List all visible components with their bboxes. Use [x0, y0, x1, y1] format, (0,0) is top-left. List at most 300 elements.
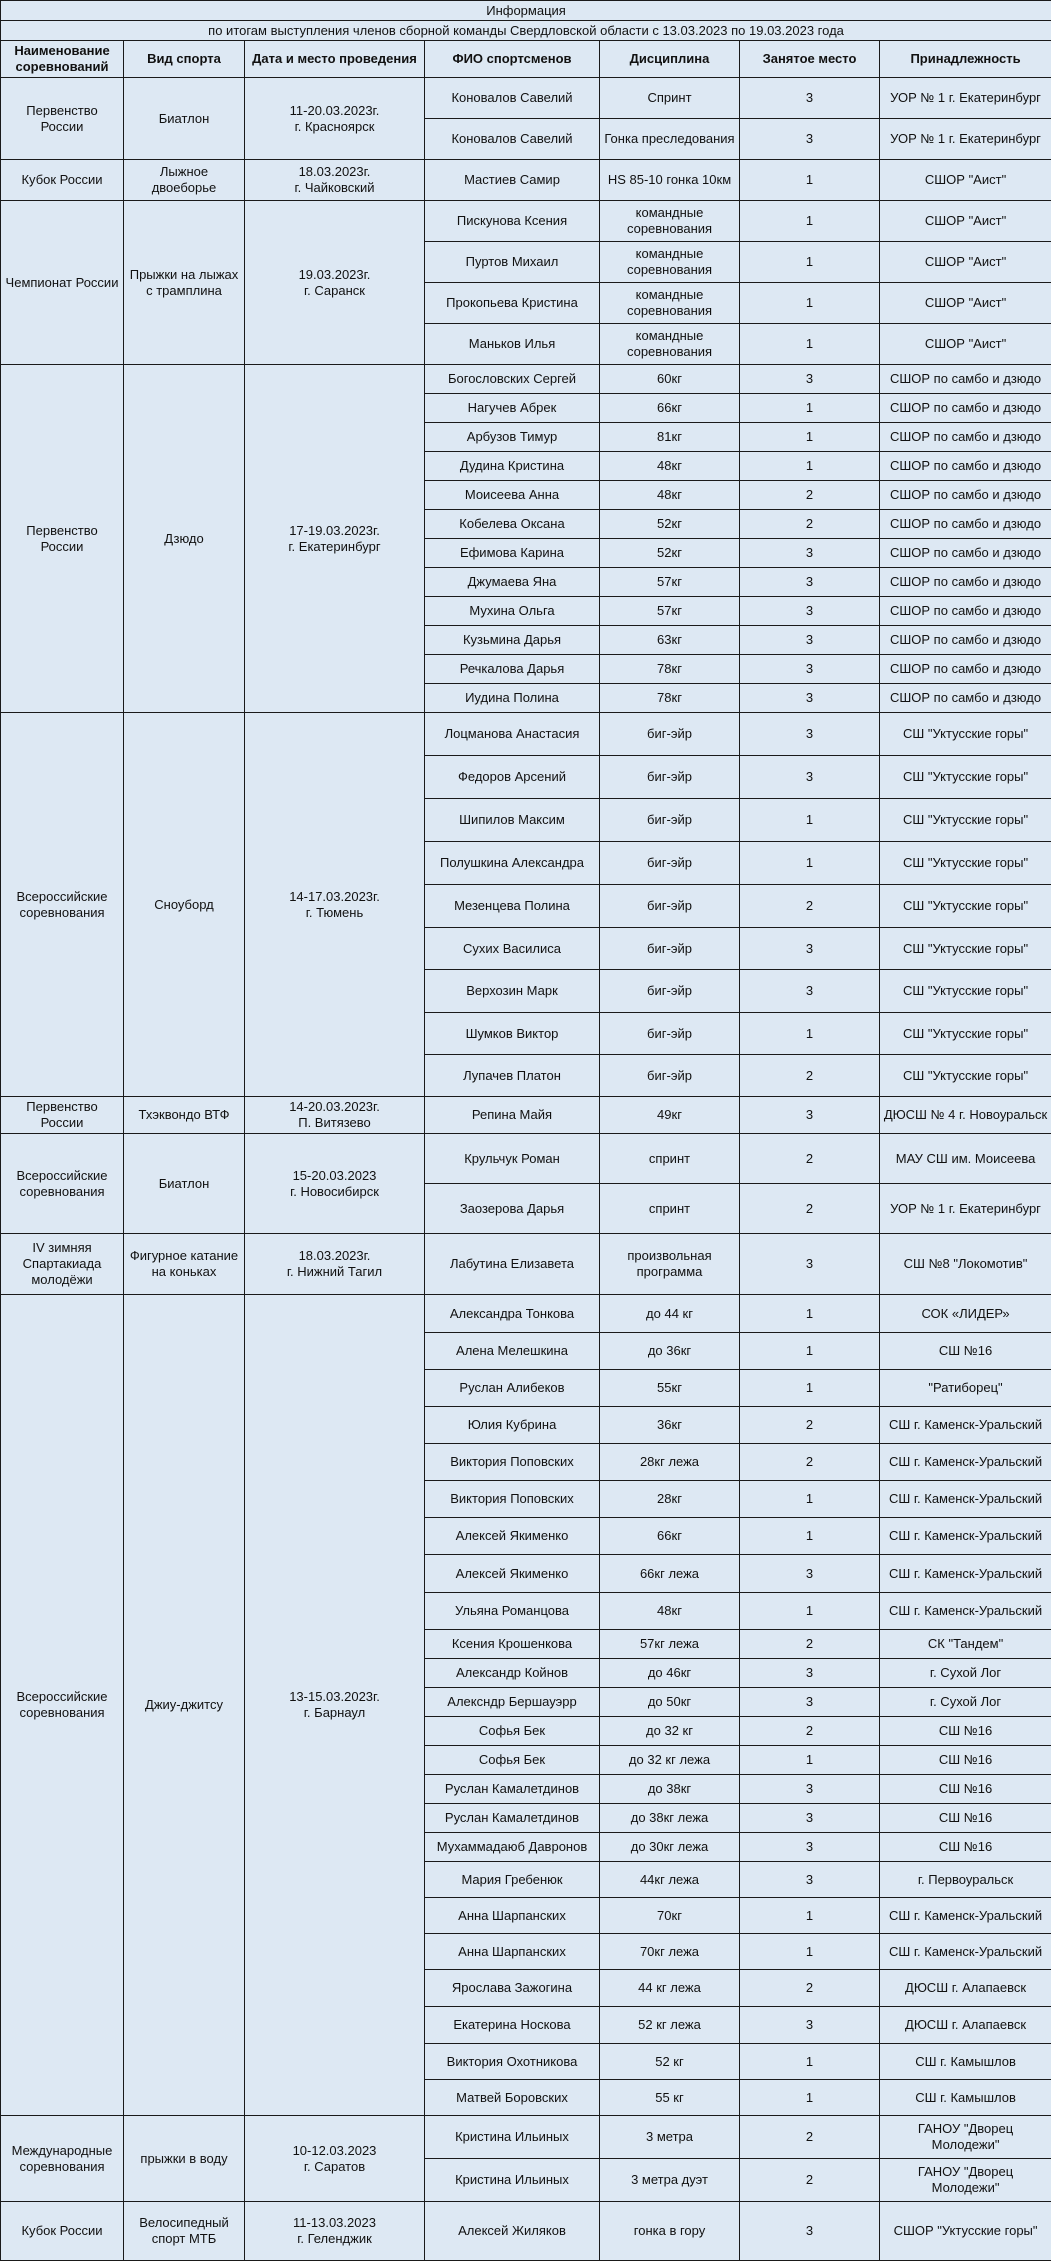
athlete-name-cell: Екатерина Носкова: [425, 2007, 600, 2044]
sport-cell: Дзюдо: [124, 365, 245, 713]
table-row: [1, 160, 1051, 201]
athlete-name-cell: Анна Шарпанских: [425, 1934, 600, 1970]
sport-cell: Велосипедный спорт МТБ: [124, 2202, 245, 2261]
affiliation-cell: СШОР по самбо и дзюдо: [880, 481, 1051, 510]
place-cell: 3: [740, 597, 880, 626]
athlete-name-cell: Софья Бек: [425, 1746, 600, 1775]
table-row: [1, 201, 1051, 242]
place-cell: 2: [740, 1407, 880, 1444]
discipline-cell: до 38кг: [600, 1775, 740, 1804]
discipline-cell: 52кг: [600, 539, 740, 568]
discipline-cell: 3 метра: [600, 2116, 740, 2159]
table-row: [1, 2202, 1051, 2261]
affiliation-cell: г. Сухой Лог: [880, 1688, 1051, 1717]
discipline-cell: до 32 кг: [600, 1717, 740, 1746]
affiliation-cell: СШОР по самбо и дзюдо: [880, 597, 1051, 626]
place-cell: 1: [740, 394, 880, 423]
discipline-cell: до 36кг: [600, 1333, 740, 1370]
competition-cell: IV зимняя Спартакиада молодёжи: [1, 1234, 124, 1295]
place-cell: 2: [740, 1134, 880, 1184]
place-cell: 3: [740, 1234, 880, 1295]
athlete-name-cell: Верхозин Марк: [425, 970, 600, 1013]
sport-cell: Фигурное катание на коньках: [124, 1234, 245, 1295]
sport-cell: Биатлон: [124, 1134, 245, 1234]
place-cell: 1: [740, 1295, 880, 1333]
place-cell: 1: [740, 1898, 880, 1934]
affiliation-cell: УОР № 1 г. Екатеринбург: [880, 119, 1051, 160]
place-cell: 2: [740, 1717, 880, 1746]
date-place-cell: [245, 1234, 425, 1295]
place-cell: 3: [740, 119, 880, 160]
athlete-name-cell: Ульяна Романцова: [425, 1593, 600, 1630]
athlete-name-cell: Виктория Поповских: [425, 1481, 600, 1518]
discipline-cell: 48кг: [600, 481, 740, 510]
event-date: 14-17.03.2023г.: [248, 889, 421, 905]
athlete-name-cell: Руслан Камалетдинов: [425, 1804, 600, 1833]
discipline-cell: командные соревнования: [600, 201, 740, 242]
discipline-cell: 28кг лежа: [600, 1444, 740, 1481]
place-cell: 3: [740, 1804, 880, 1833]
event-date: 19.03.2023г.: [248, 267, 421, 283]
event-city: г. Геленджик: [248, 2231, 421, 2247]
discipline-cell: биг-эйр: [600, 799, 740, 842]
athlete-name-cell: Прокопьева Кристина: [425, 283, 600, 324]
sport-cell: Лыжное двоеборье: [124, 160, 245, 201]
place-cell: 1: [740, 1370, 880, 1407]
athlete-name-cell: Пуртов Михаил: [425, 242, 600, 283]
event-city: г. Чайковский: [248, 180, 421, 196]
place-cell: 2: [740, 1055, 880, 1097]
place-cell: 2: [740, 1630, 880, 1659]
place-cell: 2: [740, 2159, 880, 2202]
place-cell: 3: [740, 568, 880, 597]
event-city: г. Барнаул: [248, 1705, 421, 1721]
event-date: 18.03.2023г.: [248, 164, 421, 180]
place-cell: 1: [740, 1013, 880, 1055]
event-date: 11-20.03.2023г.: [248, 103, 421, 119]
affiliation-cell: СШОР "Аист": [880, 160, 1051, 201]
athlete-name-cell: Анна Шарпанских: [425, 1898, 600, 1934]
affiliation-cell: СШ г. Каменск-Уральский: [880, 1407, 1051, 1444]
place-cell: 3: [740, 655, 880, 684]
athlete-name-cell: Речкалова Дарья: [425, 655, 600, 684]
header-row: [1, 41, 1051, 78]
place-cell: 1: [740, 2044, 880, 2080]
place-cell: 1: [740, 324, 880, 365]
place-cell: 2: [740, 510, 880, 539]
affiliation-cell: СШ г. Каменск-Уральский: [880, 1555, 1051, 1593]
athlete-name-cell: Полушкина Александра: [425, 842, 600, 885]
document-subtitle: по итогам выступления членов сборной команды Свердловской области с 13.03.2023 по 19.03.2023 года: [1, 21, 1051, 41]
discipline-cell: 52кг: [600, 510, 740, 539]
date-place-cell: [245, 160, 425, 201]
athlete-name-cell: Репина Майя: [425, 1097, 600, 1134]
discipline-cell: 66кг: [600, 1518, 740, 1555]
affiliation-cell: СШ г. Камышлов: [880, 2080, 1051, 2116]
affiliation-cell: СШОР по самбо и дзюдо: [880, 684, 1051, 713]
place-cell: 3: [740, 970, 880, 1013]
date-place-cell: [245, 2202, 425, 2261]
affiliation-cell: СШ г. Каменск-Уральский: [880, 1444, 1051, 1481]
affiliation-cell: СШОР по самбо и дзюдо: [880, 568, 1051, 597]
table-row: [1, 1134, 1051, 1184]
discipline-cell: биг-эйр: [600, 756, 740, 799]
event-date: 11-13.03.2023: [248, 2215, 421, 2231]
athlete-name-cell: Кузьмина Дарья: [425, 626, 600, 655]
event-city: г. Екатеринбург: [248, 539, 421, 555]
affiliation-cell: СШ №16: [880, 1333, 1051, 1370]
sport-cell: Джиу-джитсу: [124, 1295, 245, 2116]
discipline-cell: биг-эйр: [600, 928, 740, 970]
place-cell: 3: [740, 78, 880, 119]
athlete-name-cell: Александр Койнов: [425, 1659, 600, 1688]
discipline-cell: 78кг: [600, 655, 740, 684]
date-place-cell: [245, 1097, 425, 1134]
discipline-cell: 28кг: [600, 1481, 740, 1518]
affiliation-cell: СШ г. Камышлов: [880, 2044, 1051, 2080]
athlete-name-cell: Богословских Сергей: [425, 365, 600, 394]
affiliation-cell: ДЮСШ № 4 г. Новоуральск: [880, 1097, 1051, 1134]
discipline-cell: спринт: [600, 1184, 740, 1234]
athlete-name-cell: Джумаева Яна: [425, 568, 600, 597]
header-place: Занятое место: [740, 41, 880, 78]
athlete-name-cell: Ксения Крошенкова: [425, 1630, 600, 1659]
place-cell: 2: [740, 885, 880, 928]
discipline-cell: 63кг: [600, 626, 740, 655]
place-cell: 3: [740, 1659, 880, 1688]
place-cell: 1: [740, 1518, 880, 1555]
date-place-cell: [245, 78, 425, 160]
place-cell: 3: [740, 1862, 880, 1898]
discipline-cell: гонка в гору: [600, 2202, 740, 2261]
competition-cell: Международные соревнования: [1, 2116, 124, 2202]
athlete-name-cell: Мезенцева Полина: [425, 885, 600, 928]
athlete-name-cell: Юлия Кубрина: [425, 1407, 600, 1444]
event-city: г. Тюмень: [248, 905, 421, 921]
affiliation-cell: СШ №16: [880, 1833, 1051, 1862]
place-cell: 3: [740, 928, 880, 970]
affiliation-cell: г. Первоуральск: [880, 1862, 1051, 1898]
discipline-cell: до 32 кг лежа: [600, 1746, 740, 1775]
discipline-cell: 57кг лежа: [600, 1630, 740, 1659]
discipline-cell: биг-эйр: [600, 713, 740, 756]
place-cell: 3: [740, 713, 880, 756]
affiliation-cell: ДЮСШ г. Алапаевск: [880, 2007, 1051, 2044]
discipline-cell: 57кг: [600, 568, 740, 597]
discipline-cell: биг-эйр: [600, 1013, 740, 1055]
discipline-cell: биг-эйр: [600, 842, 740, 885]
competition-cell: Кубок России: [1, 2202, 124, 2261]
place-cell: 1: [740, 452, 880, 481]
athlete-name-cell: Коновалов Савелий: [425, 119, 600, 160]
place-cell: 1: [740, 842, 880, 885]
affiliation-cell: УОР № 1 г. Екатеринбург: [880, 1184, 1051, 1234]
affiliation-cell: СШ "Уктусские горы": [880, 713, 1051, 756]
affiliation-cell: СОК «ЛИДЕР»: [880, 1295, 1051, 1333]
affiliation-cell: СШ г. Каменск-Уральский: [880, 1593, 1051, 1630]
place-cell: 1: [740, 201, 880, 242]
place-cell: 3: [740, 1555, 880, 1593]
athlete-name-cell: Мухаммадаюб Давронов: [425, 1833, 600, 1862]
place-cell: 3: [740, 2007, 880, 2044]
affiliation-cell: СШ "Уктусские горы": [880, 842, 1051, 885]
place-cell: 1: [740, 1593, 880, 1630]
affiliation-cell: СШ №8 "Локомотив": [880, 1234, 1051, 1295]
affiliation-cell: ГАНОУ "Дворец Молодежи": [880, 2116, 1051, 2159]
event-date: 13-15.03.2023г.: [248, 1689, 421, 1705]
athlete-name-cell: Пискунова Ксения: [425, 201, 600, 242]
competition-cell: Чемпионат России: [1, 201, 124, 365]
date-place-cell: [245, 2116, 425, 2202]
athlete-name-cell: Ефимова Карина: [425, 539, 600, 568]
discipline-cell: 78кг: [600, 684, 740, 713]
discipline-cell: 52 кг: [600, 2044, 740, 2080]
competition-cell: Всероссийские соревнования: [1, 1295, 124, 2116]
event-city: П. Витязево: [248, 1115, 421, 1131]
athlete-name-cell: Шумков Виктор: [425, 1013, 600, 1055]
discipline-cell: Спринт: [600, 78, 740, 119]
discipline-cell: 48кг: [600, 452, 740, 481]
event-date: 17-19.03.2023г.: [248, 523, 421, 539]
affiliation-cell: СШОР по самбо и дзюдо: [880, 394, 1051, 423]
affiliation-cell: СШОР "Аист": [880, 242, 1051, 283]
athlete-name-cell: Матвей Боровских: [425, 2080, 600, 2116]
table-row: [1, 2116, 1051, 2159]
affiliation-cell: СШОР по самбо и дзюдо: [880, 423, 1051, 452]
place-cell: 3: [740, 1688, 880, 1717]
athlete-name-cell: Алена Мелешкина: [425, 1333, 600, 1370]
affiliation-cell: СШОР "Аист": [880, 324, 1051, 365]
athlete-name-cell: Крульчук Роман: [425, 1134, 600, 1184]
competition-cell: Первенство России: [1, 78, 124, 160]
athlete-name-cell: Арбузов Тимур: [425, 423, 600, 452]
discipline-cell: 60кг: [600, 365, 740, 394]
sport-cell: прыжки в воду: [124, 2116, 245, 2202]
affiliation-cell: СШОР "Уктусские горы": [880, 2202, 1051, 2261]
place-cell: 1: [740, 1333, 880, 1370]
affiliation-cell: ГАНОУ "Дворец Молодежи": [880, 2159, 1051, 2202]
date-place-cell: [245, 201, 425, 365]
competition-cell: Первенство России: [1, 1097, 124, 1134]
athlete-name-cell: Сухих Василиса: [425, 928, 600, 970]
discipline-cell: до 30кг лежа: [600, 1833, 740, 1862]
affiliation-cell: СШ №16: [880, 1746, 1051, 1775]
event-city: г. Саратов: [248, 2159, 421, 2175]
athlete-name-cell: Иудина Полина: [425, 684, 600, 713]
discipline-cell: до 50кг: [600, 1688, 740, 1717]
discipline-cell: HS 85-10 гонка 10км: [600, 160, 740, 201]
competition-cell: Всероссийские соревнования: [1, 713, 124, 1097]
athlete-name-cell: Заозерова Дарья: [425, 1184, 600, 1234]
place-cell: 2: [740, 1184, 880, 1234]
discipline-cell: 36кг: [600, 1407, 740, 1444]
table-row: [1, 1234, 1051, 1295]
competition-cell: Кубок России: [1, 160, 124, 201]
sport-cell: Прыжки на лыжах с трамплина: [124, 201, 245, 365]
discipline-cell: 44кг лежа: [600, 1862, 740, 1898]
discipline-cell: биг-эйр: [600, 970, 740, 1013]
affiliation-cell: СШОР по самбо и дзюдо: [880, 365, 1051, 394]
athlete-name-cell: Кристина Ильиных: [425, 2116, 600, 2159]
document-title: Информация: [1, 1, 1051, 21]
athlete-name-cell: Виктория Поповских: [425, 1444, 600, 1481]
affiliation-cell: СШ "Уктусские горы": [880, 928, 1051, 970]
competition-cell: Первенство России: [1, 365, 124, 713]
date-place-cell: [245, 713, 425, 1097]
place-cell: 1: [740, 799, 880, 842]
affiliation-cell: СШ г. Каменск-Уральский: [880, 1518, 1051, 1555]
athlete-name-cell: Дудина Кристина: [425, 452, 600, 481]
discipline-cell: 48кг: [600, 1593, 740, 1630]
affiliation-cell: СШ г. Каменск-Уральский: [880, 1481, 1051, 1518]
event-city: г. Новосибирск: [248, 1184, 421, 1200]
place-cell: 1: [740, 1934, 880, 1970]
athlete-name-cell: Лабутина Елизавета: [425, 1234, 600, 1295]
affiliation-cell: СШ №16: [880, 1804, 1051, 1833]
place-cell: 3: [740, 756, 880, 799]
discipline-cell: 66кг: [600, 394, 740, 423]
discipline-cell: 55кг: [600, 1370, 740, 1407]
athlete-name-cell: Маньков Илья: [425, 324, 600, 365]
discipline-cell: до 44 кг: [600, 1295, 740, 1333]
discipline-cell: 66кг лежа: [600, 1555, 740, 1593]
affiliation-cell: СШ "Уктусские горы": [880, 756, 1051, 799]
athlete-name-cell: Руслан Алибеков: [425, 1370, 600, 1407]
event-city: г. Саранск: [248, 283, 421, 299]
place-cell: 2: [740, 481, 880, 510]
athlete-name-cell: Алексей Жиляков: [425, 2202, 600, 2261]
discipline-cell: 52 кг лежа: [600, 2007, 740, 2044]
athlete-name-cell: Александра Тонкова: [425, 1295, 600, 1333]
affiliation-cell: ДЮСШ г. Алапаевск: [880, 1970, 1051, 2007]
affiliation-cell: СШ "Уктусские горы": [880, 1055, 1051, 1097]
affiliation-cell: СК "Тандем": [880, 1630, 1051, 1659]
athlete-name-cell: Нагучев Абрек: [425, 394, 600, 423]
competition-cell: Всероссийские соревнования: [1, 1134, 124, 1234]
affiliation-cell: СШОР по самбо и дзюдо: [880, 510, 1051, 539]
place-cell: 2: [740, 1970, 880, 2007]
place-cell: 2: [740, 1444, 880, 1481]
discipline-cell: до 38кг лежа: [600, 1804, 740, 1833]
place-cell: 3: [740, 1833, 880, 1862]
discipline-cell: произвольная программа: [600, 1234, 740, 1295]
place-cell: 3: [740, 2202, 880, 2261]
affiliation-cell: СШОР по самбо и дзюдо: [880, 539, 1051, 568]
athlete-name-cell: Лоцманова Анастасия: [425, 713, 600, 756]
athlete-name-cell: Алексей Якименко: [425, 1555, 600, 1593]
place-cell: 3: [740, 626, 880, 655]
date-place-cell: [245, 365, 425, 713]
affiliation-cell: СШОР по самбо и дзюдо: [880, 626, 1051, 655]
discipline-cell: 70кг: [600, 1898, 740, 1934]
table-row: [1, 1097, 1051, 1134]
athlete-name-cell: Федоров Арсений: [425, 756, 600, 799]
place-cell: 1: [740, 1481, 880, 1518]
athlete-name-cell: Лупачев Платон: [425, 1055, 600, 1097]
athlete-name-cell: Кобелева Оксана: [425, 510, 600, 539]
discipline-cell: 57кг: [600, 597, 740, 626]
event-city: г. Нижний Тагил: [248, 1264, 421, 1280]
place-cell: 1: [740, 160, 880, 201]
athlete-name-cell: Алексей Якименко: [425, 1518, 600, 1555]
discipline-cell: командные соревнования: [600, 324, 740, 365]
athlete-name-cell: Шипилов Максим: [425, 799, 600, 842]
discipline-cell: 70кг лежа: [600, 1934, 740, 1970]
athlete-name-cell: Кристина Ильиных: [425, 2159, 600, 2202]
discipline-cell: командные соревнования: [600, 283, 740, 324]
athlete-name-cell: Мария Гребенюк: [425, 1862, 600, 1898]
place-cell: 2: [740, 2116, 880, 2159]
affiliation-cell: "Ратиборец": [880, 1370, 1051, 1407]
affiliation-cell: СШ "Уктусские горы": [880, 1013, 1051, 1055]
discipline-cell: биг-эйр: [600, 1055, 740, 1097]
header-affiliation: Принадлежность: [880, 41, 1051, 78]
affiliation-cell: СШОР "Аист": [880, 283, 1051, 324]
header-athlete: ФИО спортсменов: [425, 41, 600, 78]
affiliation-cell: СШОР "Аист": [880, 201, 1051, 242]
athlete-name-cell: Мастиев Самир: [425, 160, 600, 201]
sport-cell: Тхэквондо ВТФ: [124, 1097, 245, 1134]
athlete-name-cell: Софья Бек: [425, 1717, 600, 1746]
date-place-cell: [245, 1134, 425, 1234]
place-cell: 1: [740, 242, 880, 283]
header-discipline: Дисциплина: [600, 41, 740, 78]
place-cell: 1: [740, 283, 880, 324]
affiliation-cell: СШОР по самбо и дзюдо: [880, 452, 1051, 481]
sport-cell: Сноуборд: [124, 713, 245, 1097]
event-date: 10-12.03.2023: [248, 2143, 421, 2159]
table-row: [1, 78, 1051, 119]
discipline-cell: 81кг: [600, 423, 740, 452]
place-cell: 3: [740, 365, 880, 394]
place-cell: 1: [740, 1746, 880, 1775]
affiliation-cell: СШ "Уктусские горы": [880, 885, 1051, 928]
table-row: [1, 713, 1051, 756]
sport-cell: Биатлон: [124, 78, 245, 160]
event-city: г. Красноярск: [248, 119, 421, 135]
event-date: 15-20.03.2023: [248, 1168, 421, 1184]
affiliation-cell: СШОР по самбо и дзюдо: [880, 655, 1051, 684]
discipline-cell: до 46кг: [600, 1659, 740, 1688]
discipline-cell: 44 кг лежа: [600, 1970, 740, 2007]
affiliation-cell: УОР № 1 г. Екатеринбург: [880, 78, 1051, 119]
affiliation-cell: СШ "Уктусские горы": [880, 799, 1051, 842]
discipline-cell: 49кг: [600, 1097, 740, 1134]
place-cell: 1: [740, 2080, 880, 2116]
place-cell: 3: [740, 1097, 880, 1134]
header-sport: Вид спорта: [124, 41, 245, 78]
place-cell: 3: [740, 539, 880, 568]
discipline-cell: 3 метра дуэт: [600, 2159, 740, 2202]
place-cell: 3: [740, 1775, 880, 1804]
event-date: 14-20.03.2023г.: [248, 1099, 421, 1115]
header-date-place: Дата и место проведения: [245, 41, 425, 78]
event-date: 18.03.2023г.: [248, 1248, 421, 1264]
affiliation-cell: СШ №16: [880, 1775, 1051, 1804]
discipline-cell: биг-эйр: [600, 885, 740, 928]
athlete-name-cell: Мухина Ольга: [425, 597, 600, 626]
athlete-name-cell: Алексндр Бершауэрр: [425, 1688, 600, 1717]
athlete-name-cell: Ярослава Зажогина: [425, 1970, 600, 2007]
date-place-cell: [245, 1295, 425, 2116]
table-row: [1, 365, 1051, 394]
header-competition: Наименование соревнований: [1, 41, 124, 78]
discipline-cell: 55 кг: [600, 2080, 740, 2116]
affiliation-cell: г. Сухой Лог: [880, 1659, 1051, 1688]
affiliation-cell: СШ г. Каменск-Уральский: [880, 1898, 1051, 1934]
discipline-cell: Гонка преследования: [600, 119, 740, 160]
affiliation-cell: МАУ СШ им. Моисеева: [880, 1134, 1051, 1184]
